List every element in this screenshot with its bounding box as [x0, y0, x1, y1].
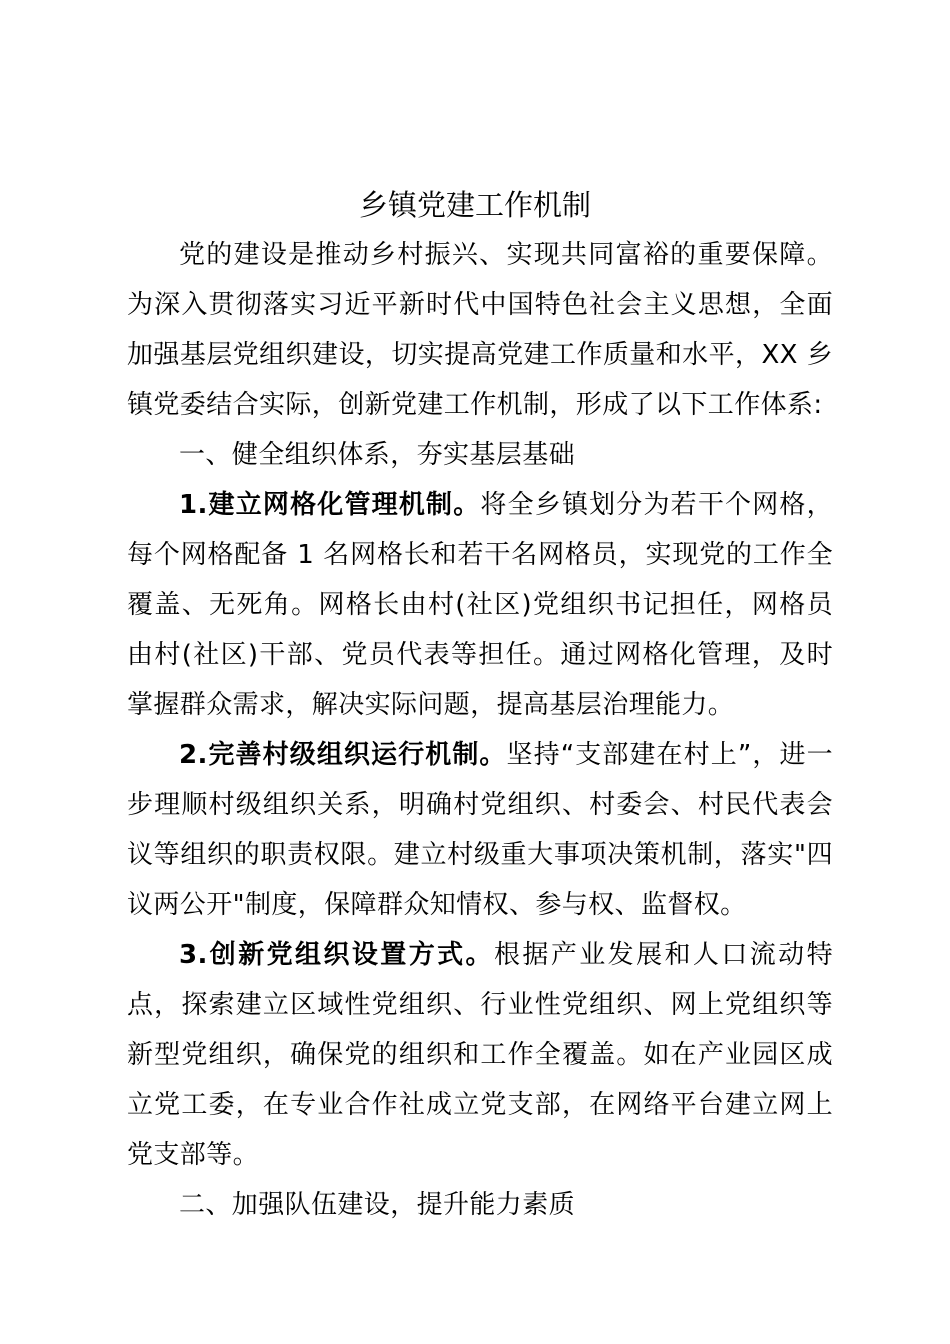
item-paragraph-2 — [127, 730, 833, 930]
intro-paragraph: 党的建设是推动乡村振兴、实现共同富裕的重要保障。为深入贯彻落实习近平新时代中国特色社会主义思想，全面加强基层党组织建设，切实提高党建工作质量和水平，XX 乡镇党委结合实际，创新党建工作机制，形成了以下工作体系: — [127, 240, 833, 420]
document-title: 乡镇党建工作机制 — [358, 188, 591, 222]
item-lead-2: 2.完善村级组织运行机制。 — [179, 740, 507, 770]
section-heading-1: 一、健全组织体系，夯实基层基础 — [179, 440, 576, 470]
section-heading-2: 二、加强队伍建设，提升能力素质 — [179, 1190, 576, 1220]
document-body — [127, 230, 833, 1230]
item-paragraph-1 — [127, 480, 833, 730]
item-text-3: 根据产业发展和人口流动特点，探索建立区域性党组织、行业性党组织、网上党组织等新型党组织，确保党的组织和工作全覆盖。如在产业园区成立党工委，在专业合作社成立党支部，在网络平台建立网上党支部等。 — [127, 940, 833, 1170]
item-text-2: 坚持“支部建在村上”，进一步理顺村级组织关系，明确村党组织、村委会、村民代表会议等组织的职责权限。建立村级重大事项决策机制，落实"四议两公开"制度，保障群众知情权、参与权、监督权。 — [127, 740, 833, 920]
item-paragraph-3 — [127, 930, 833, 1180]
item-lead-3: 3.创新党组织设置方式。 — [179, 940, 494, 970]
item-lead-1: 1.建立网格化管理机制。 — [179, 490, 481, 520]
item-text-1: 将全乡镇划分为若干个网格，每个网格配备 1 名网格长和若干名网格员，实现党的工作全覆盖、无死角。网格长由村(社区)党组织书记担任，网格员由村(社区)干部、党员代表等担任。通过网格化管理，及时掌握群众需求，解决实际问题，提高基层治理能力。 — [127, 490, 833, 720]
